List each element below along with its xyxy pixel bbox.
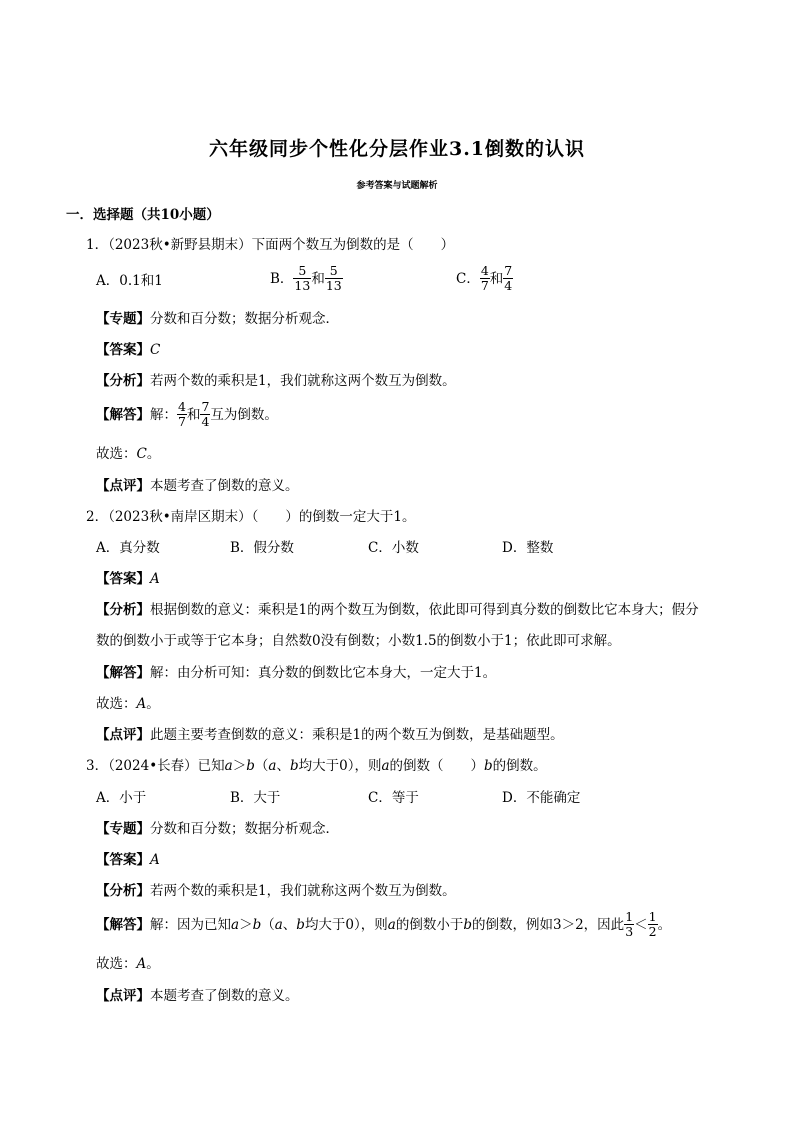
q2-solution-text: 解：由分析可知：真分数的倒数比它本身大，一定大于1。 <box>150 665 497 681</box>
fraction-denominator: 2 <box>648 924 657 939</box>
q1-option-c <box>456 264 513 293</box>
q2-option-b: B．假分数 <box>230 540 294 556</box>
variable-a: a <box>387 916 396 933</box>
q1-topic-text: 分数和百分数；数据分析观念． <box>150 311 339 327</box>
q2-answer-value: A <box>150 571 160 587</box>
q3-choice-value: A <box>136 956 147 972</box>
choice-suffix: 。 <box>146 446 161 462</box>
q3-stem-part: 3．（2024•长春）已知 <box>86 758 225 774</box>
variable-a: a <box>224 758 233 774</box>
fraction-numerator: 5 <box>325 264 343 279</box>
q1-solution-fraction-1 <box>177 400 187 429</box>
fraction-denominator: 13 <box>325 278 342 293</box>
fraction-denominator: 7 <box>480 278 489 293</box>
choice-prefix: 故选： <box>96 696 137 712</box>
q1-option-c-fraction-2 <box>503 264 513 293</box>
variable-b: b <box>252 916 262 933</box>
q3-option-a: A．小于 <box>96 790 147 806</box>
q1-solution-and: 和 <box>186 406 201 423</box>
comment-tag: 【点评】 <box>96 478 150 494</box>
variable-a: a <box>231 916 240 933</box>
q3-option-d: D．不能确定 <box>502 790 581 806</box>
variable-b: b <box>296 916 305 933</box>
q1-option-c-and: 和 <box>489 270 504 287</box>
q3-solution-part: 均大于0），则 <box>304 916 388 933</box>
q2-answer <box>96 570 160 588</box>
q3-solution-end: 。 <box>657 916 672 933</box>
fraction-denominator: 7 <box>178 414 186 429</box>
q3-solution <box>96 910 671 939</box>
variable-b: b <box>289 758 299 774</box>
fraction-numerator: 5 <box>293 264 311 279</box>
q3-analysis <box>96 882 456 900</box>
q3-stem-part: 均大于0），则 <box>298 758 382 774</box>
analysis-tag: 【分析】 <box>96 373 150 389</box>
q3-solution-fraction-1 <box>624 910 634 939</box>
variable-b: b <box>463 916 472 933</box>
document-title: 六年级同步个性化分层作业3.1倒数的认识 <box>208 138 586 160</box>
q1-solution-suffix: 互为倒数。 <box>210 406 278 423</box>
q3-topic <box>96 820 339 838</box>
choice-prefix: 故选： <box>96 956 137 972</box>
q3-stem-part: （ <box>254 758 269 774</box>
solution-tag: 【解答】 <box>96 916 150 933</box>
variable-a: a <box>268 758 277 774</box>
q3-answer-value: A <box>150 852 160 868</box>
variable-a: a <box>381 758 390 774</box>
q2-option-d: D．整数 <box>502 540 554 556</box>
answer-tag: 【答案】 <box>96 852 150 868</box>
solution-tag: 【解答】 <box>96 406 150 423</box>
topic-tag: 【专题】 <box>96 311 150 327</box>
q3-solution-part: 解：因为已知 <box>150 916 231 933</box>
fraction-numerator: 4 <box>178 399 186 414</box>
q2-option-a: A．真分数 <box>96 540 160 556</box>
less-than-sign: ＜ <box>634 916 648 933</box>
q1-answer <box>96 341 160 359</box>
q1-option-b <box>270 264 343 293</box>
solution-tag: 【解答】 <box>96 665 150 681</box>
q1-solution-prefix: 解： <box>150 406 177 423</box>
document-subtitle: 参考答案与试题解析 <box>356 181 438 191</box>
q3-solution-part: （ <box>261 916 275 933</box>
variable-b: b <box>484 758 493 774</box>
q1-stem: 1．（2023秋•新野县期末）下面两个数互为倒数的是（ ） <box>86 237 455 253</box>
q1-option-b-fraction-1 <box>293 264 311 293</box>
q1-option-c-fraction-1 <box>480 264 490 293</box>
q3-answer <box>96 851 160 869</box>
q2-comment-text: 此题主要考查倒数的意义：乘积是1的两个数互为倒数，是基础题型。 <box>150 727 564 743</box>
q1-option-a: A．0.1和1 <box>96 273 163 289</box>
fraction-denominator: 4 <box>504 278 513 293</box>
q2-stem: 2．（2023秋•南岸区期末）（ ）的倒数一定大于1。 <box>86 509 416 525</box>
q2-analysis <box>96 601 699 619</box>
fraction-numerator: 7 <box>504 263 513 278</box>
q3-stem-part: 的倒数（ ） <box>389 758 485 774</box>
q1-choice <box>96 445 160 463</box>
q3-comment <box>96 987 299 1005</box>
q1-analysis <box>96 372 456 390</box>
q1-option-b-and: 和 <box>311 270 325 287</box>
q1-option-b-label: B． <box>270 270 294 287</box>
fraction-denominator: 13 <box>294 278 311 293</box>
section-heading: 一．选择题（共10小题） <box>66 207 220 223</box>
choice-suffix: 。 <box>146 696 160 712</box>
q3-stem-part: 的倒数。 <box>492 758 547 774</box>
comment-tag: 【点评】 <box>96 727 150 743</box>
fraction-denominator: 3 <box>625 924 634 939</box>
answer-tag: 【答案】 <box>96 342 150 358</box>
q1-choice-value: C <box>136 446 147 462</box>
choice-suffix: 。 <box>146 956 160 972</box>
variable-a: a <box>274 916 283 933</box>
q1-option-b-fraction-2 <box>325 264 343 293</box>
variable-b: b <box>246 758 255 774</box>
q3-solution-part: 的倒数小于 <box>395 916 464 933</box>
topic-tag: 【专题】 <box>96 821 150 837</box>
greater-than-sign: ＞ <box>239 916 253 933</box>
q2-option-c: C．小数 <box>368 540 419 556</box>
fraction-denominator: 4 <box>201 414 210 429</box>
analysis-tag: 【分析】 <box>96 602 150 618</box>
q3-option-b: B．大于 <box>230 790 281 806</box>
choice-prefix: 故选： <box>96 446 137 462</box>
q1-option-c-label: C． <box>456 270 480 287</box>
fraction-numerator: 4 <box>480 263 489 278</box>
q3-stem <box>86 757 547 775</box>
q3-option-c: C．等于 <box>368 790 419 806</box>
q3-stem-part: 、 <box>276 758 290 774</box>
analysis-tag: 【分析】 <box>96 883 150 899</box>
q1-comment <box>96 477 299 495</box>
q1-topic <box>96 310 339 328</box>
q2-choice-value: A <box>136 696 147 712</box>
fraction-numerator: 7 <box>201 399 210 414</box>
q1-analysis-text: 若两个数的乘积是1，我们就称这两个数互为倒数。 <box>150 373 456 389</box>
q3-solution-part: 的倒数，例如3＞2，因此 <box>472 916 625 933</box>
q1-comment-text: 本题考查了倒数的意义。 <box>150 478 299 494</box>
q1-solution <box>96 400 278 429</box>
comment-tag: 【点评】 <box>96 988 150 1004</box>
greater-than-sign: ＞ <box>232 758 247 774</box>
q2-analysis-line-2: 数的倒数小于或等于它本身；自然数0没有倒数；小数1.5的倒数小于1；依此即可求解。 <box>96 633 621 649</box>
q2-analysis-line-1: 根据倒数的意义：乘积是1的两个数互为倒数，依此即可得到真分数的倒数比它本身大；假分 <box>150 602 699 618</box>
q2-comment <box>96 726 564 744</box>
fraction-numerator: 1 <box>625 909 634 924</box>
q3-analysis-text: 若两个数的乘积是1，我们就称这两个数互为倒数。 <box>150 883 456 899</box>
q1-answer-value: C <box>150 342 161 358</box>
q1-solution-fraction-2 <box>200 400 210 429</box>
q3-solution-fraction-2 <box>648 910 658 939</box>
q3-choice <box>96 955 160 973</box>
q3-topic-text: 分数和百分数；数据分析观念． <box>150 821 339 837</box>
fraction-numerator: 1 <box>648 909 657 924</box>
q3-comment-text: 本题考查了倒数的意义。 <box>150 988 299 1004</box>
q3-solution-part: 、 <box>282 916 297 933</box>
q2-choice <box>96 695 160 713</box>
q2-solution <box>96 664 496 682</box>
answer-tag: 【答案】 <box>96 571 150 587</box>
